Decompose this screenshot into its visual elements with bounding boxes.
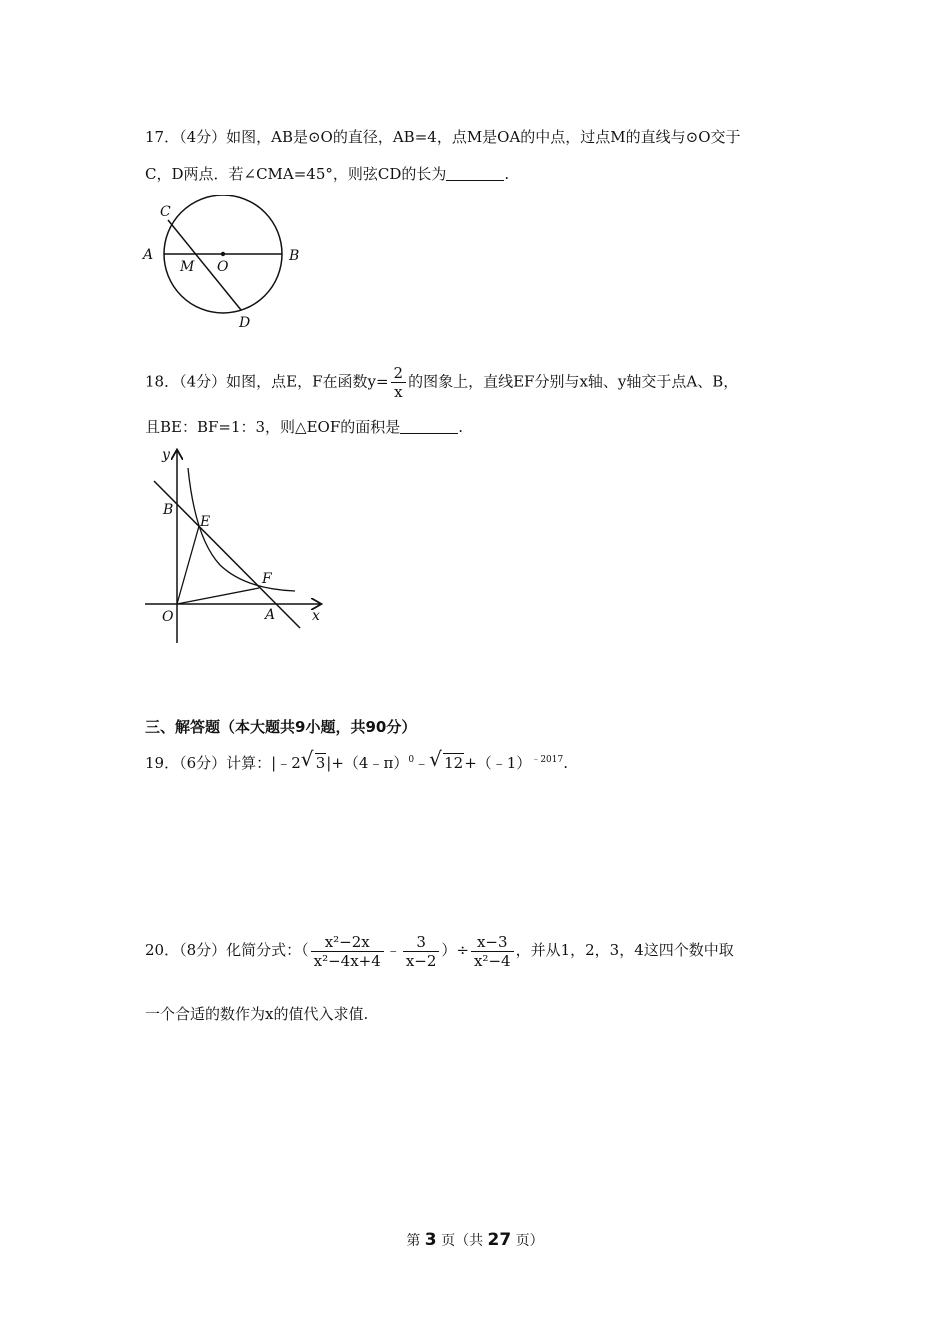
q20-minus: ﹣ xyxy=(385,941,401,959)
fraction-2-den: x−2 xyxy=(405,951,437,970)
label-c: C xyxy=(160,204,171,220)
label-o: O xyxy=(217,259,229,275)
q18-line2-text: 且BE：BF=1：3，则△EOF的面积是 xyxy=(145,418,401,436)
page-footer xyxy=(0,1230,950,1250)
fraction-3-num: x−3 xyxy=(471,933,514,952)
fraction-3-den: x²−4 xyxy=(473,951,511,970)
segment-of xyxy=(177,588,259,604)
footer-post: 页） xyxy=(515,1233,544,1249)
exponent-zero: 0 xyxy=(408,755,415,765)
q18-end: . xyxy=(458,418,464,436)
q19-line xyxy=(145,747,568,773)
q18-line1 xyxy=(145,364,738,401)
q17-line2 xyxy=(145,164,509,184)
footer-pre: 第 xyxy=(406,1233,421,1249)
q18-line1-pre: 18．（4分）如图，点E，F在函数y= xyxy=(145,372,389,391)
label-o: O xyxy=(162,609,174,625)
segment-oe xyxy=(177,526,199,604)
fraction-1-den: x²−4x+4 xyxy=(313,951,381,970)
label-b: B xyxy=(289,248,300,264)
sqrt-3: √ 3 xyxy=(300,747,326,772)
page-total: 27 xyxy=(487,1230,512,1250)
q19-part2: +（4﹣π） xyxy=(331,754,409,772)
q20-line2: 一个合适的数作为x的值代入求值. xyxy=(145,1005,369,1023)
q19-part3: +（﹣1） xyxy=(464,754,532,772)
q17-end: . xyxy=(504,165,510,183)
q19-prefix: 19．（6分）计算： xyxy=(145,754,272,772)
label-y: y xyxy=(162,447,170,463)
chord-cd xyxy=(168,220,241,310)
radicand-12: 12 xyxy=(444,754,464,772)
page-number: 3 xyxy=(424,1230,437,1250)
answer-blank xyxy=(400,419,458,434)
label-a: A xyxy=(143,247,154,263)
sqrt-12: √ 12 xyxy=(429,747,464,772)
label-d: D xyxy=(239,315,251,331)
fraction-2-num: 3 xyxy=(403,933,440,952)
fraction-den: x xyxy=(394,383,403,401)
abs-close: | xyxy=(326,754,332,772)
q19-end: . xyxy=(563,754,568,772)
q20-div: ）÷ xyxy=(441,941,469,959)
label-x: x xyxy=(312,608,320,624)
fraction-1 xyxy=(311,933,384,970)
footer-mid: 页（共 xyxy=(441,1233,484,1249)
label-f: F xyxy=(262,571,272,587)
label-a: A xyxy=(265,607,276,623)
line-ef xyxy=(154,481,300,628)
q20-prefix: 20．（8分）化简分式：（ xyxy=(145,941,309,959)
q20-line1 xyxy=(145,930,734,970)
fraction-1-num: x²−2x xyxy=(311,933,384,952)
q18-line2 xyxy=(145,417,463,437)
q18-line1-post: 的图象上，直线EF分别与x轴、y轴交于点A、B， xyxy=(408,372,739,391)
q17-circle-figure xyxy=(140,195,310,335)
center-dot xyxy=(221,252,225,256)
radicand-3: 3 xyxy=(315,754,326,772)
q19-minus: ﹣ xyxy=(414,754,430,772)
abs-open: | xyxy=(271,754,277,772)
q18-hyperbola-figure xyxy=(140,443,340,653)
fraction-num: 2 xyxy=(391,364,407,383)
label-b: B xyxy=(163,502,174,518)
q17-line2-text: C，D两点．若∠CMA=45°，则弦CD的长为 xyxy=(145,165,447,183)
neg-two: ﹣2 xyxy=(276,754,301,772)
fraction-2 xyxy=(403,933,440,970)
exponent-2017: ﹣2017 xyxy=(531,755,564,765)
answer-blank xyxy=(446,166,504,181)
section-heading: 三、解答题（本大题共9小题，共90分） xyxy=(145,718,417,736)
fraction-3 xyxy=(471,933,514,970)
label-e: E xyxy=(200,514,211,530)
label-m: M xyxy=(180,259,195,275)
q20-suffix: ，并从1，2，3，4这四个数中取 xyxy=(515,941,734,959)
fraction-2-over-x xyxy=(391,364,407,401)
q17-line1: 17．（4分）如图，AB是⊙O的直径，AB=4，点M是OA的中点，过点M的直线与⊙O交于 xyxy=(145,128,741,146)
